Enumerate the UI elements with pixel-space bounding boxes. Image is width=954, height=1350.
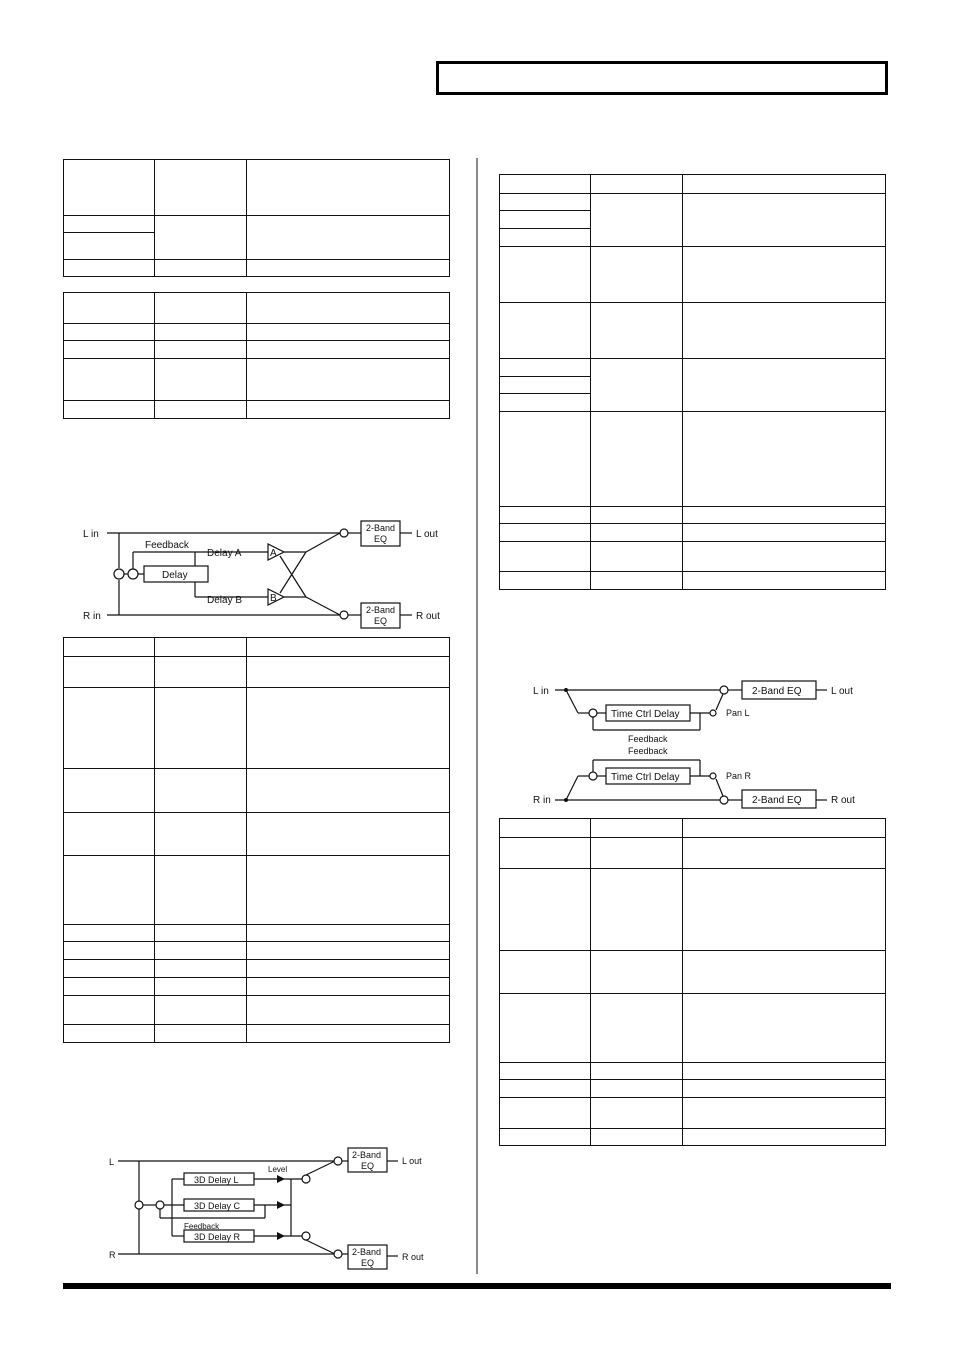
diagram1-eq-label-1: 2-Band — [366, 523, 396, 533]
diagram1-delay-label: Delay — [162, 570, 188, 581]
diagram3-feedback-l-label: Feedback — [628, 734, 668, 744]
diagram3-r-out-label: R out — [831, 795, 855, 806]
diagram2-l-label: L — [109, 1157, 115, 1167]
diagram2-feedback-label: Feedback — [184, 1222, 220, 1231]
diagram3-sum-l — [589, 709, 597, 717]
diagram2-delay-r-label: 3D Delay R — [194, 1232, 241, 1242]
diagram1-feedback-label: Feedback — [145, 540, 189, 551]
diagram1-l-in-label: L in — [83, 529, 99, 540]
diagram1-eq-label-3: 2-Band — [366, 605, 396, 615]
diagram2-delay-l-label: 3D Delay L — [194, 1175, 239, 1185]
diagram1-eq-label-4: EQ — [374, 616, 388, 626]
diagram1-r-out-label: R out — [416, 611, 440, 622]
diagram3-eq-r-label: 2-Band EQ — [752, 795, 802, 806]
diagram3-pan-r-knob — [710, 773, 716, 779]
diagram2-eq-label-3: 2-Band — [352, 1247, 382, 1257]
diagram3-delay-r-label: Time Ctrl Delay — [611, 772, 680, 783]
diagram3-pan-l-label: Pan L — [726, 708, 750, 718]
diagram2-l-out-label: L out — [402, 1156, 422, 1166]
diagram3-r-in-label: R in — [533, 795, 551, 806]
diagram3-level-knob-r — [720, 796, 728, 804]
diagram1-amp-b-label: B — [270, 593, 277, 604]
diagram3-delay-l-label: Time Ctrl Delay — [611, 709, 680, 720]
diagram1-delay-b-label: Delay B — [207, 595, 243, 606]
diagram3-pan-l-knob — [710, 710, 716, 716]
diagram2-r-out-label: R out — [402, 1252, 424, 1262]
diagram1-eq-label-2: EQ — [374, 534, 388, 544]
diagram3-feedback-r-label: Feedback — [628, 746, 668, 756]
diagram2-eq-label-1: 2-Band — [352, 1150, 382, 1160]
diagram3-level-knob-l — [720, 686, 728, 694]
diagram2-r-label: R — [109, 1250, 116, 1260]
diagram3-sum-r — [589, 772, 597, 780]
diagram2-eq-label-4: EQ — [361, 1258, 375, 1268]
diagram3-l-out-label: L out — [831, 686, 853, 697]
diagram3-pan-r-label: Pan R — [726, 771, 752, 781]
diagram3-l-in-label: L in — [533, 686, 549, 697]
diagram1-r-in-label: R in — [83, 611, 101, 622]
diagram1-amp-a-label: A — [270, 548, 277, 559]
diagram2-eq-label-2: EQ — [361, 1161, 375, 1171]
diagram2-level-label: Level — [268, 1165, 288, 1174]
diagram2-delay-c-label: 3D Delay C — [194, 1201, 241, 1211]
diagram1-delay-a-label: Delay A — [207, 548, 242, 559]
diagram3-eq-l-label: 2-Band EQ — [752, 686, 802, 697]
diagram1-l-out-label: L out — [416, 529, 438, 540]
